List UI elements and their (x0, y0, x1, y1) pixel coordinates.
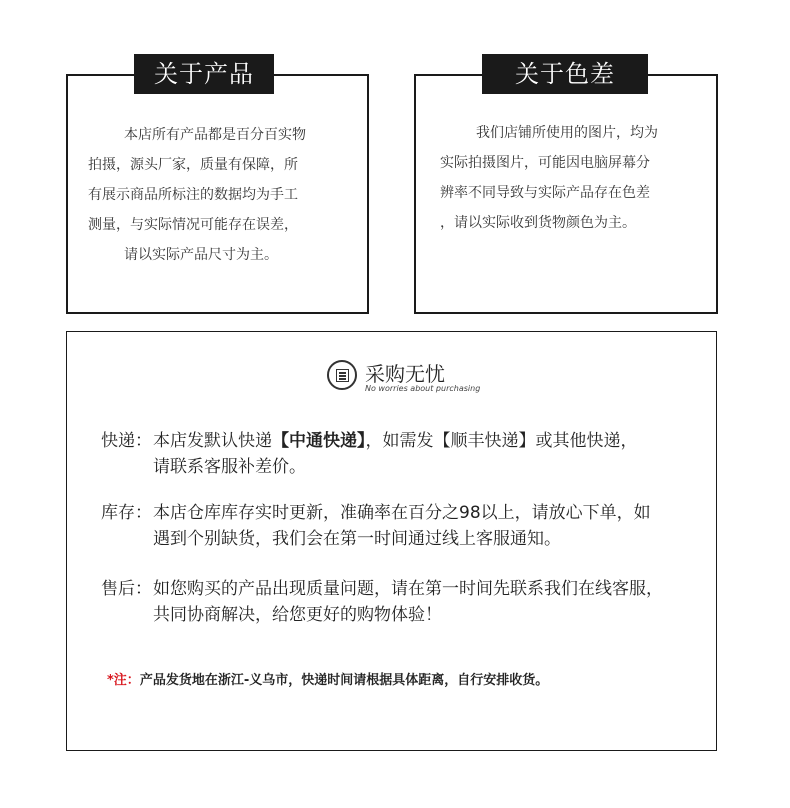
about-color-text (440, 118, 702, 238)
about-color-panel (414, 60, 718, 314)
purchase-title: 采购无忧 (365, 362, 445, 386)
text-line: 拍摄，源头厂家，质量有保障，所 (88, 157, 298, 173)
text-line: 有展示商品所标注的数据均为手工 (88, 187, 298, 203)
about-color-title: 关于色差 (482, 54, 648, 94)
about-product-panel (66, 60, 369, 314)
note-mark: *注： (107, 673, 140, 688)
text-line: 实际拍摄图片，可能因电脑屏幕分 (440, 155, 650, 171)
document-icon (327, 360, 357, 390)
text-line: ，请以实际收到货物颜色为主。 (440, 215, 636, 231)
text-line: 辨率不同导致与实际产品存在色差 (440, 185, 650, 201)
stock-line-1: 本店仓库库存实时更新，准确率在百分之98以上，请放心下单，如 (153, 503, 651, 523)
express-label: 快递： (101, 431, 152, 451)
express-text-rest: ，如需发【顺丰快递】或其他快递， (365, 431, 638, 451)
after-sales-label: 售后： (101, 579, 152, 599)
after-sales-line-1: 如您购买的产品出现质量问题，请在第一时间先联系我们在线客服， (153, 579, 663, 599)
text-line: 本店所有产品都是百分百实物 (124, 127, 306, 143)
after-sales-line-2: 共同协商解决，给您更好的购物体验！ (153, 605, 442, 625)
purchase-subtitle: No worries about purchasing (365, 384, 481, 393)
about-product-text (88, 120, 358, 270)
note-text: 产品发货地在浙江-义乌市，快递时间请根据具体距离，自行安排收货。 (139, 673, 549, 688)
about-product-title: 关于产品 (134, 54, 274, 94)
shipping-note (107, 669, 548, 688)
express-line-2: 请联系客服补差价。 (153, 457, 306, 477)
text-line: 请以实际产品尺寸为主。 (124, 247, 278, 263)
express-text: 本店发默认快递 (153, 431, 272, 451)
text-line: 我们店铺所使用的图片，均为 (476, 125, 658, 141)
stock-line-2: 遇到个别缺货，我们会在第一时间通过线上客服通知。 (153, 529, 561, 549)
stock-label: 库存： (101, 503, 152, 523)
text-line: 测量，与实际情况可能存在误差， (88, 217, 298, 233)
purchase-worry-free-panel (66, 331, 717, 751)
express-highlight: 【中通快递】 (272, 431, 366, 451)
